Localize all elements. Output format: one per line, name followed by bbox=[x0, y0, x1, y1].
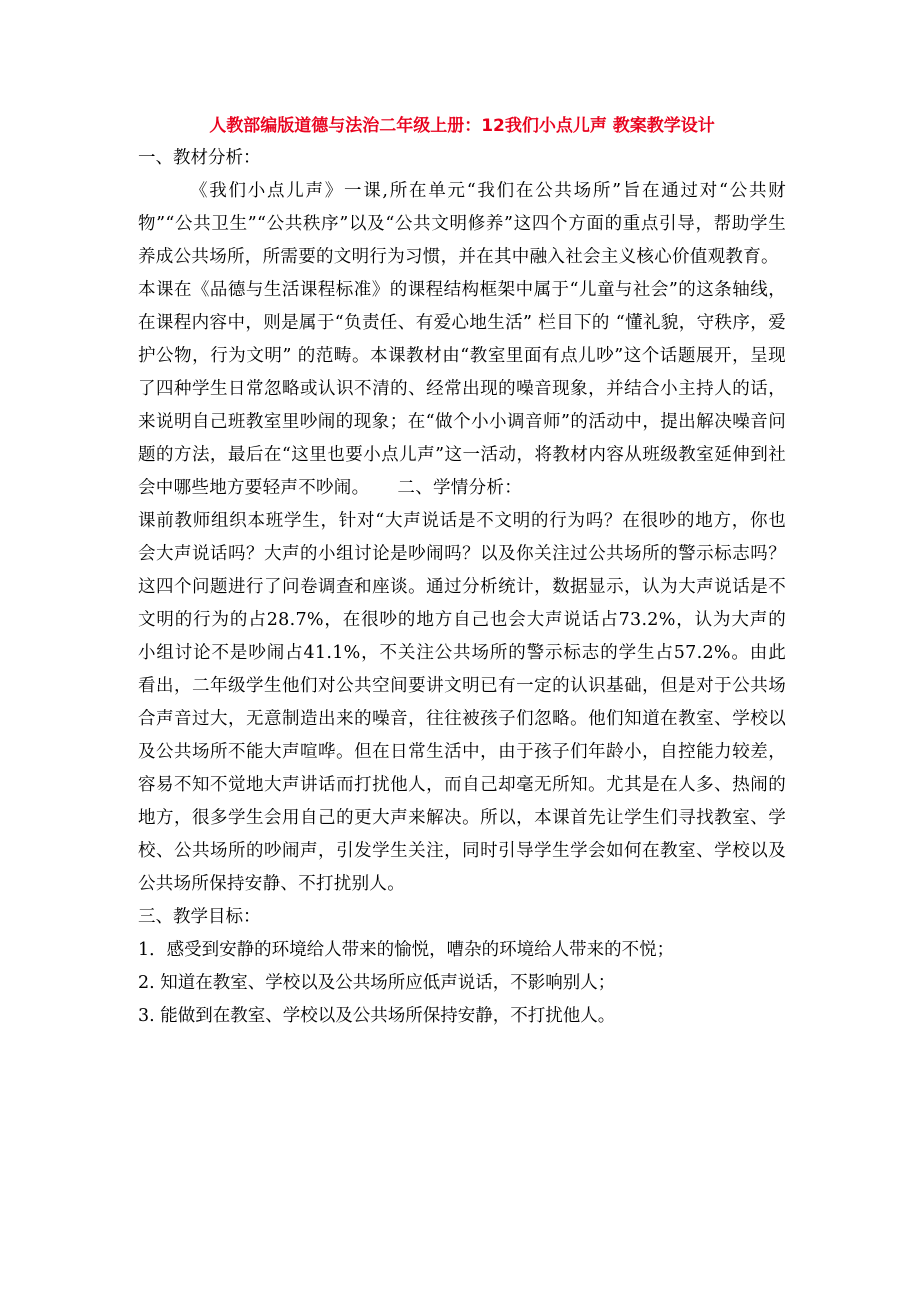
section-heading-textbook-analysis: 一、教材分析： bbox=[138, 148, 261, 168]
paragraph-student-analysis: 课前教师组织本班学生，针对“大声说话是不文明的行为吗？在很吵的地方，你也会大声说话吗？大声的小组讨论是吵闹吗？以及你关注过公共场所的警示标志吗？这四个问题进行了问卷调查和座谈。通过分析统计，数据显示，认为大声说话是不文明的行为的占28.7%，在很吵的地方自己也会大声说话占73.2%，认为大声的小组讨论不是吵闹占41.1%，不关注公共场所的警示标志的学生占57.2%。由此看出，二年级学生他们对公共空间要讲文明已有一定的认识基础，但是对于公共场合声音过大，无意制造出来的噪音，往往被孩子们忽略。他们知道在教室、学校以及公共场所不能大声喧哗。但在日常生活中，由于孩子们年龄小，自控能力较差，容易不知不觉地大声讲话而打扰他人，而自己却毫无所知。尤其是在人多、热闹的地方，很多学生会用自己的更大声来解决。所以，本课首先让学生们寻找教室、学校、公共场所的吵闹声，引发学生关注，同时引导学生学会如何在教室、学校以及公共场所保持安静、不打扰别人。 bbox=[138, 511, 786, 894]
document-title: 人教部编版道德与法治二年级上册：12我们小点儿声 教案教学设计 bbox=[209, 116, 715, 136]
paragraph-curriculum-standard bbox=[138, 274, 786, 505]
list-item-goal-2: 2. 知道在教室、学校以及公共场所应低声说话，不影响别人； bbox=[138, 973, 616, 993]
section-heading-teaching-goals: 三、教学目标： bbox=[138, 907, 261, 927]
list-item-goal-3: 3. 能做到在教室、学校以及公共场所保持安静，不打扰他人。 bbox=[138, 1006, 616, 1026]
list-item-goal-1: 1．感受到安静的环境给人带来的愉悦，嘈杂的环境给人带来的不悦； bbox=[138, 940, 675, 960]
section-heading-student-analysis: 二、学情分析： bbox=[397, 478, 523, 498]
paragraph-textbook-intro: 《我们小点儿声》一课,所在单元“我们在公共场所”旨在通过对“公共财物”“公共卫生”“公共秩序”以及“公共文明修养”这四个方面的重点引导，帮助学生养成公共场所，所需要的文明行为习惯，并在其中融入社会主义核心价值观教育。 bbox=[138, 181, 786, 267]
document-page bbox=[138, 112, 786, 1033]
paragraph-curriculum-standard-text: 本课在《品德与生活课程标准》的课程结构框架中属于“儿童与社会”的这条轴线，在课程内容中，则是属于“负责任、有爱心地生活” 栏目下的 “懂礼貌，守秩序，爱护公物，行为文明” 的范畴。本课教材由“教室里面有点儿吵”这个话题展开，呈现了四种学生日常忽略或认识不清的、经常出现的噪音现象，并结合小主持人的话，来说明自己班教室里吵闹的现象；在“做个小小调音师”的活动中，提出解决噪音问题的方法，最后在“这里也要小点儿声”这一活动，将教材内容从班级教室延伸到社会中哪些地方要轻声不吵闹。 bbox=[138, 280, 786, 498]
